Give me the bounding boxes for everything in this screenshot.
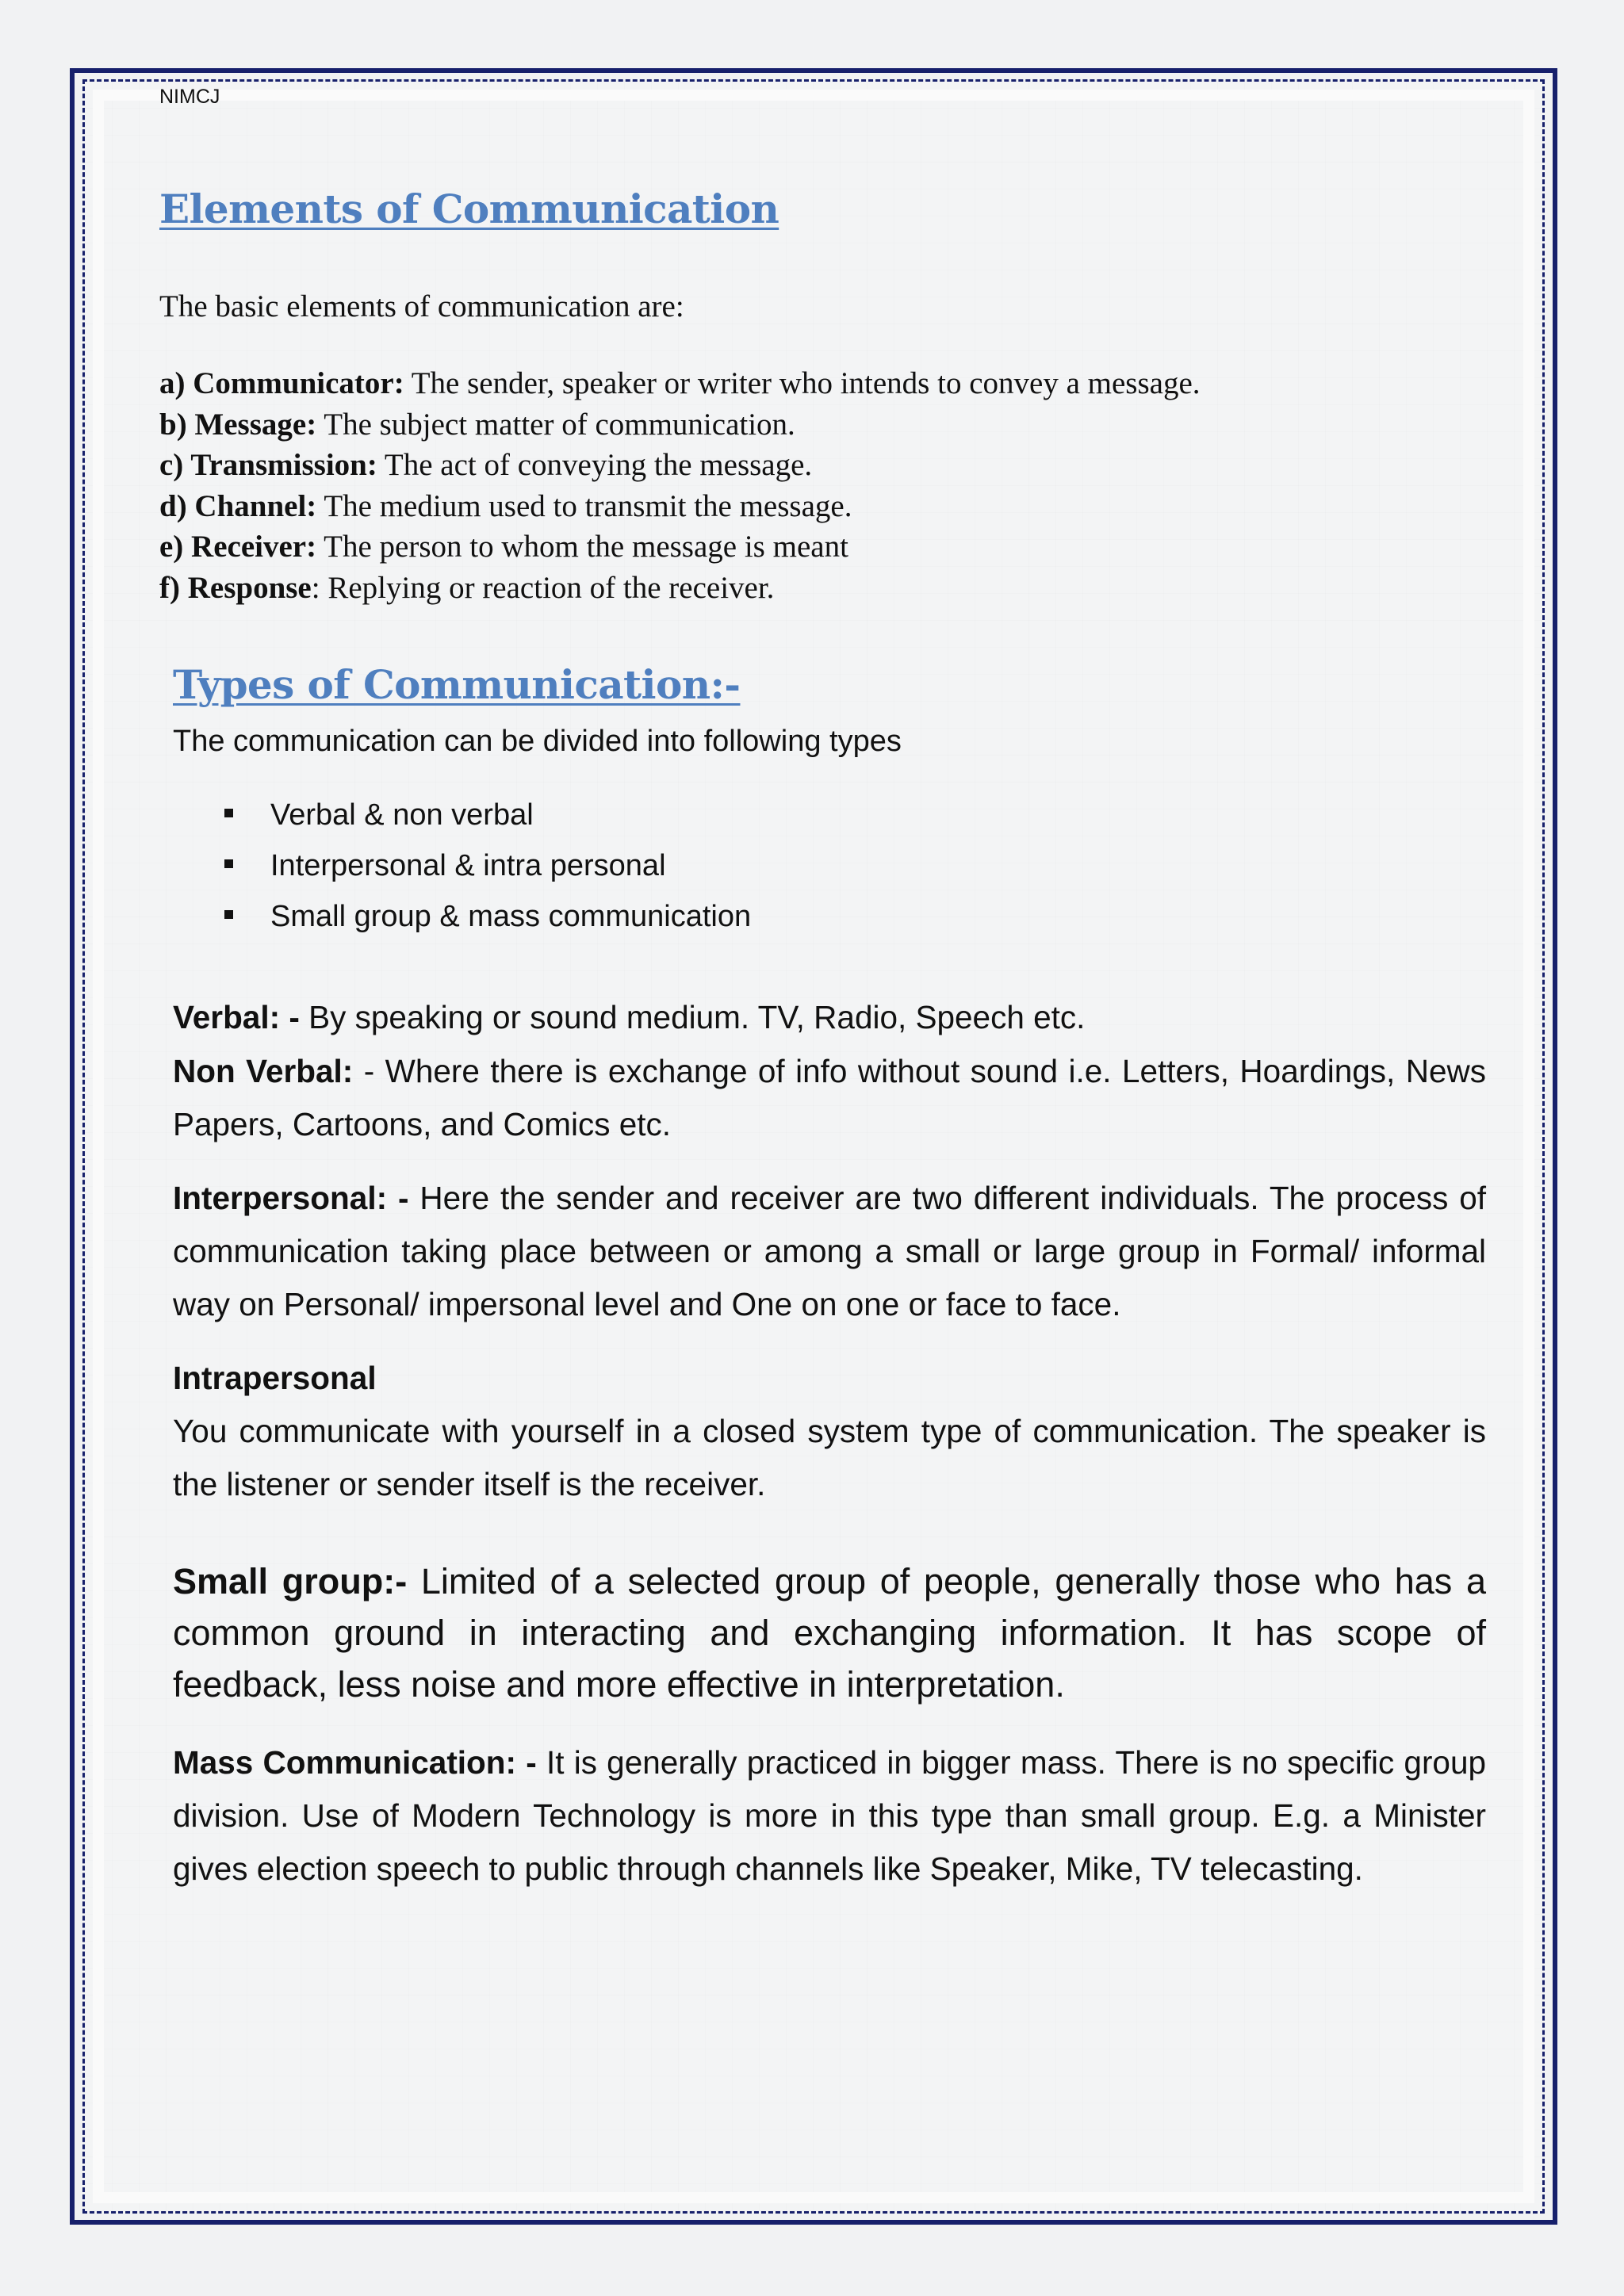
element-text: The person to whom the message is meant xyxy=(316,530,848,564)
element-text: : Replying or reaction of the receiver. xyxy=(311,570,775,605)
mass-communication-paragraph xyxy=(173,1736,1486,1896)
verbal-term: Verbal: - xyxy=(173,999,300,1035)
element-term: e) Receiver: xyxy=(159,530,317,564)
verbal-text: By speaking or sound medium. TV, Radio, Speech etc. xyxy=(299,999,1086,1035)
list-item xyxy=(159,568,1201,609)
types-bullet-list xyxy=(224,790,751,942)
interpersonal-term: Interpersonal: - xyxy=(173,1180,409,1216)
small-group-term: Small group:- xyxy=(173,1561,408,1601)
nonverbal-paragraph xyxy=(173,1045,1486,1151)
list-item xyxy=(159,486,1201,527)
types-intro: The communication can be divided into following types xyxy=(173,725,902,758)
small-group-text: Limited of a selected group of people, generally those who has a common ground in interacting and exchanging information. It has scope of feedback, less noise and more effective in interpretation. xyxy=(173,1561,1486,1705)
list-item xyxy=(224,891,751,942)
interpersonal-text: Here the sender and receiver are two different individuals. The process of communication taking place between or among a small or large group in Formal/ informal way on Personal/ impersonal level and One on one or face to face. xyxy=(173,1180,1487,1322)
small-group-paragraph xyxy=(173,1556,1486,1710)
element-term: c) Transmission: xyxy=(159,448,377,482)
element-text: The medium used to transmit the message. xyxy=(316,488,852,523)
element-term: f) Response xyxy=(159,570,312,605)
square-bullet-icon xyxy=(224,809,233,817)
element-text: The subject matter of communication. xyxy=(316,407,795,442)
list-item xyxy=(224,840,751,891)
nonverbal-text: - Where there is exchange of info without sound i.e. Letters, Hoardings, News Papers, Cartoons, and Comics etc. xyxy=(173,1053,1487,1142)
element-term: d) Channel: xyxy=(159,488,317,523)
elements-title: Elements of Communication xyxy=(159,186,779,232)
element-text: The sender, speaker or writer who intends to convey a message. xyxy=(404,366,1201,400)
element-term: a) Communicator: xyxy=(159,366,404,400)
square-bullet-icon xyxy=(224,859,233,868)
list-item xyxy=(224,790,751,840)
list-item xyxy=(159,404,1201,446)
list-item xyxy=(159,526,1201,568)
list-item xyxy=(159,445,1201,486)
types-title: Types of Communication:- xyxy=(173,661,741,708)
running-header: NIMCJ xyxy=(159,86,220,108)
intrapersonal-heading: Intrapersonal xyxy=(173,1360,377,1396)
element-term: b) Message: xyxy=(159,407,317,442)
mass-communication-text: It is generally practiced in bigger mass. There is no specific group division. Use of Modern Technology is more in this type than small group. E.g. a Minister gives election speech to public through channels like Speaker, Mike, TV telecasting. xyxy=(173,1744,1487,1887)
intrapersonal-paragraph: You communicate with yourself in a closed system type of communication. The speaker is the listener or sender itself is the receiver. xyxy=(173,1413,1486,1502)
bullet-text: Interpersonal & intra personal xyxy=(270,849,666,882)
element-text: The act of conveying the message. xyxy=(377,448,813,482)
elements-intro: The basic elements of communication are: xyxy=(159,289,684,323)
bullet-text: Small group & mass communication xyxy=(270,900,752,933)
list-item xyxy=(159,363,1201,404)
verbal-paragraph xyxy=(173,991,1486,1044)
mass-communication-term: Mass Communication: - xyxy=(173,1744,537,1781)
interpersonal-paragraph xyxy=(173,1172,1486,1331)
square-bullet-icon xyxy=(224,910,233,919)
bullet-text: Verbal & non verbal xyxy=(270,798,534,832)
nonverbal-term: Non Verbal: xyxy=(173,1053,354,1089)
elements-list xyxy=(159,363,1201,608)
